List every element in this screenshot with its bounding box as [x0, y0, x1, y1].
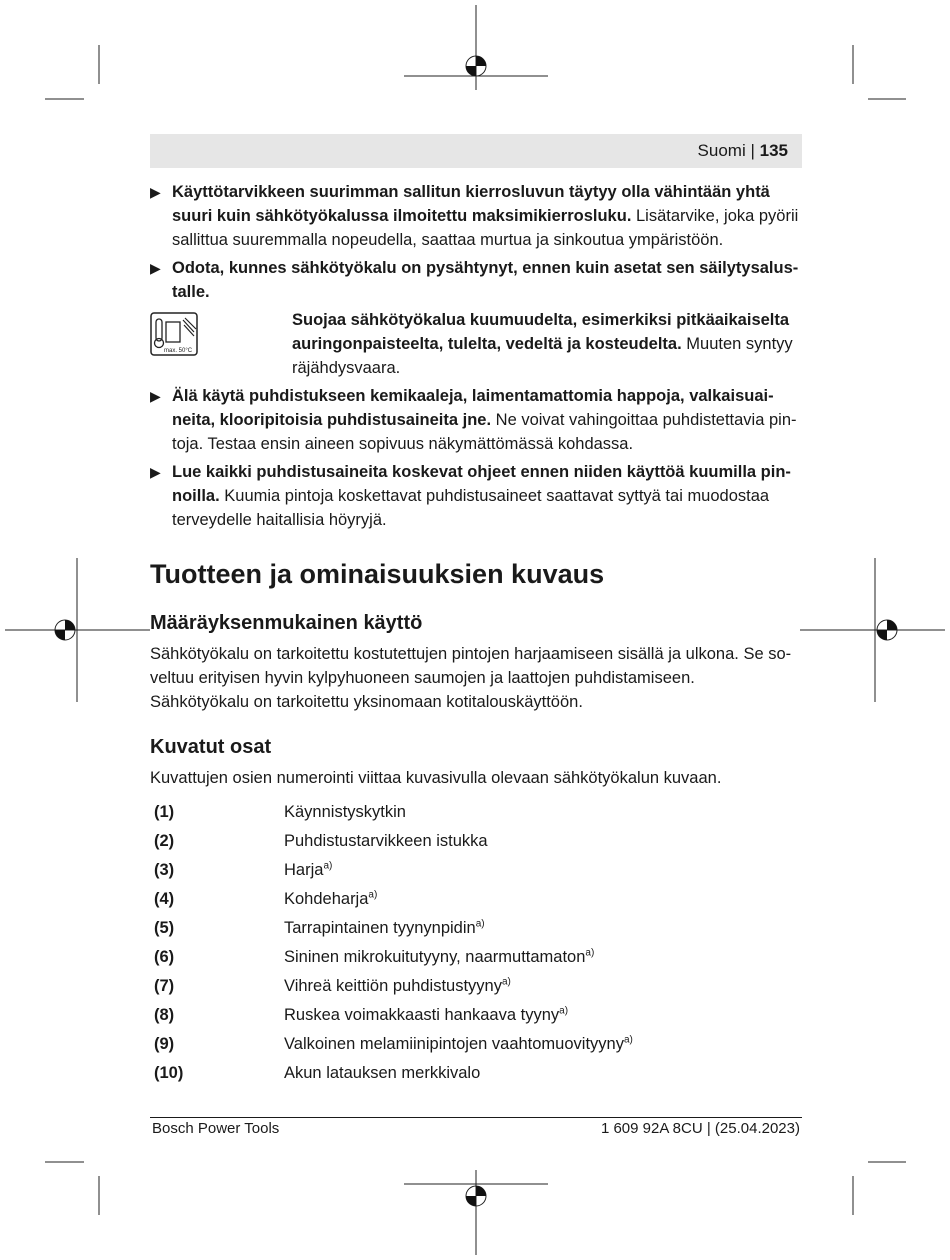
components-intro: Kuvattujen osien numerointi viittaa kuvasivulla olevaan sähkötyökalun kuvaan.: [150, 769, 722, 787]
component-footnote-marker: a): [623, 1034, 633, 1046]
component-footnote-marker: a): [475, 918, 485, 930]
page-number: 135: [759, 141, 788, 160]
component-name: [284, 1059, 480, 1088]
list-item: [150, 827, 804, 856]
heat-warning-bold: Suojaa sähkötyökalua kuumuudelta, esimerkiksi pitkäaikaiselta auringonpaisteelta, tulelta, vedeltä ja kosteudelta.: [292, 311, 790, 353]
component-name: [284, 1001, 568, 1030]
list-item: [150, 914, 804, 943]
bullet-triangle-icon: ▶: [150, 464, 161, 480]
section-title: Tuotteen ja ominaisuuksien kuvaus: [150, 559, 605, 589]
component-number: (5): [154, 919, 175, 937]
component-name-text: Akun latauksen merkkivalo: [284, 1064, 481, 1082]
footer-brand: Bosch Power Tools: [152, 1120, 280, 1137]
intended-use-text-2: Sähkötyökalu on tarkoitettu yksinomaan kotitalouskäyttöön.: [150, 693, 583, 711]
component-name: [284, 827, 488, 856]
intended-use-text: Sähkötyökalu on tarkoitettu kostutettujen pintojen harjaamiseen sisällä ja ulkona. Se soveltuu erityisen hyvin kylpyhuoneen saumojen ja laattojen puhdistamiseen.: [150, 645, 792, 687]
component-name: [284, 943, 594, 972]
component-number: (3): [154, 861, 175, 879]
component-number: (9): [154, 1035, 175, 1053]
component-name: [284, 1030, 633, 1059]
component-number: (10): [154, 1064, 184, 1082]
intended-use-title: Määräyksenmukainen käyttö: [150, 612, 423, 634]
header-language: Suomi: [697, 141, 746, 160]
heat-protection-icon: [150, 312, 198, 356]
list-item: [150, 1059, 804, 1088]
component-name-text: Puhdistustarvikkeen istukka: [284, 832, 488, 850]
component-name: [284, 798, 406, 827]
safety-item-text: Ne voivat vahingoittaa puhdistettavia pintoja. Testaa ensin aineen sopivuus näkymättömässä kohdassa.: [172, 411, 797, 453]
component-footnote-marker: a): [585, 947, 595, 959]
component-footnote-marker: a): [368, 889, 378, 901]
component-name: [284, 856, 332, 885]
component-footnote-marker: a): [559, 1005, 569, 1017]
list-item: [150, 885, 804, 914]
list-item: [150, 972, 804, 1001]
safety-item-bold: Lue kaikki puhdistusaineita koskevat ohjeet ennen niiden käyttöä kuumilla pinnoilla.: [172, 463, 791, 505]
safety-item: [150, 256, 804, 304]
safety-item-bold: Käyttötarvikkeen suurimman sallitun kierrosluvun täytyy olla vähintään yhtä suuri kuin sähkötyökalussa ilmoitettu maksimikierrosluku.: [172, 183, 770, 225]
component-footnote-marker: a): [323, 860, 333, 872]
safety-item: [150, 180, 804, 252]
list-item: [150, 856, 804, 885]
safety-item-bold: Älä käytä puhdistukseen kemikaaleja, laimentamattomia happoja, valkaisuaineita, klooripitoisia puhdistusaineita jne.: [172, 387, 774, 429]
component-name: [284, 914, 485, 943]
list-item: [150, 1001, 804, 1030]
component-number: (4): [154, 890, 175, 908]
heat-warning-text: Muuten syntyy räjähdysvaara.: [292, 335, 793, 377]
heat-warning: [150, 308, 804, 380]
component-name-text: Tarrapintainen tyynynpidin: [284, 919, 476, 937]
safety-item-text: Lisätarvike, joka pyörii sallittua suuremmalla nopeudella, saattaa murtua ja sinkoutua ympäristöön.: [172, 207, 799, 249]
component-number: (8): [154, 1006, 175, 1024]
components-list: [150, 798, 804, 1088]
page-content: [150, 180, 804, 1088]
component-number: (2): [154, 832, 175, 850]
safety-item: [150, 460, 804, 532]
heat-icon-label: max. 50°C: [164, 348, 193, 354]
component-number: (1): [154, 803, 175, 821]
footer-divider: [150, 1117, 802, 1118]
bullet-triangle-icon: ▶: [150, 260, 161, 276]
components-title: Kuvatut osat: [150, 736, 272, 758]
component-number: (7): [154, 977, 175, 995]
bullet-triangle-icon: ▶: [150, 184, 161, 200]
list-item: [150, 1030, 804, 1059]
component-name-text: Vihreä keittiön puhdistustyyny: [284, 977, 502, 995]
component-footnote-marker: a): [502, 976, 511, 988]
component-name-text: Harja: [284, 861, 324, 879]
component-number: (6): [154, 948, 175, 966]
page-header: [150, 134, 802, 168]
safety-item-bold: Odota, kunnes sähkötyökalu on pysähtynyt, ennen kuin asetat sen säilytysalustalle.: [172, 259, 799, 301]
header-separator: |: [750, 141, 755, 160]
component-name-text: Kohdeharja: [284, 890, 369, 908]
component-name: [284, 972, 511, 1001]
component-name-text: Ruskea voimakkaasti hankaava tyyny: [284, 1006, 560, 1024]
component-name-text: Valkoinen melamiinipintojen vaahtomuovityyny: [284, 1035, 624, 1053]
safety-item: [150, 384, 804, 456]
component-name: [284, 885, 377, 914]
bullet-triangle-icon: ▶: [150, 388, 161, 404]
safety-item-text: Kuumia pintoja koskettavat puhdistusaineet saattavat syttyä tai muodostaa terveydelle haitallisia höyryjä.: [172, 487, 770, 529]
footer-doc-id: 1 609 92A 8CU | (25.04.2023): [600, 1120, 800, 1137]
component-name-text: Käynnistyskytkin: [284, 803, 406, 821]
list-item: [150, 943, 804, 972]
component-name-text: Sininen mikrokuitutyyny, naarmuttamaton: [284, 948, 586, 966]
list-item: [150, 798, 804, 827]
